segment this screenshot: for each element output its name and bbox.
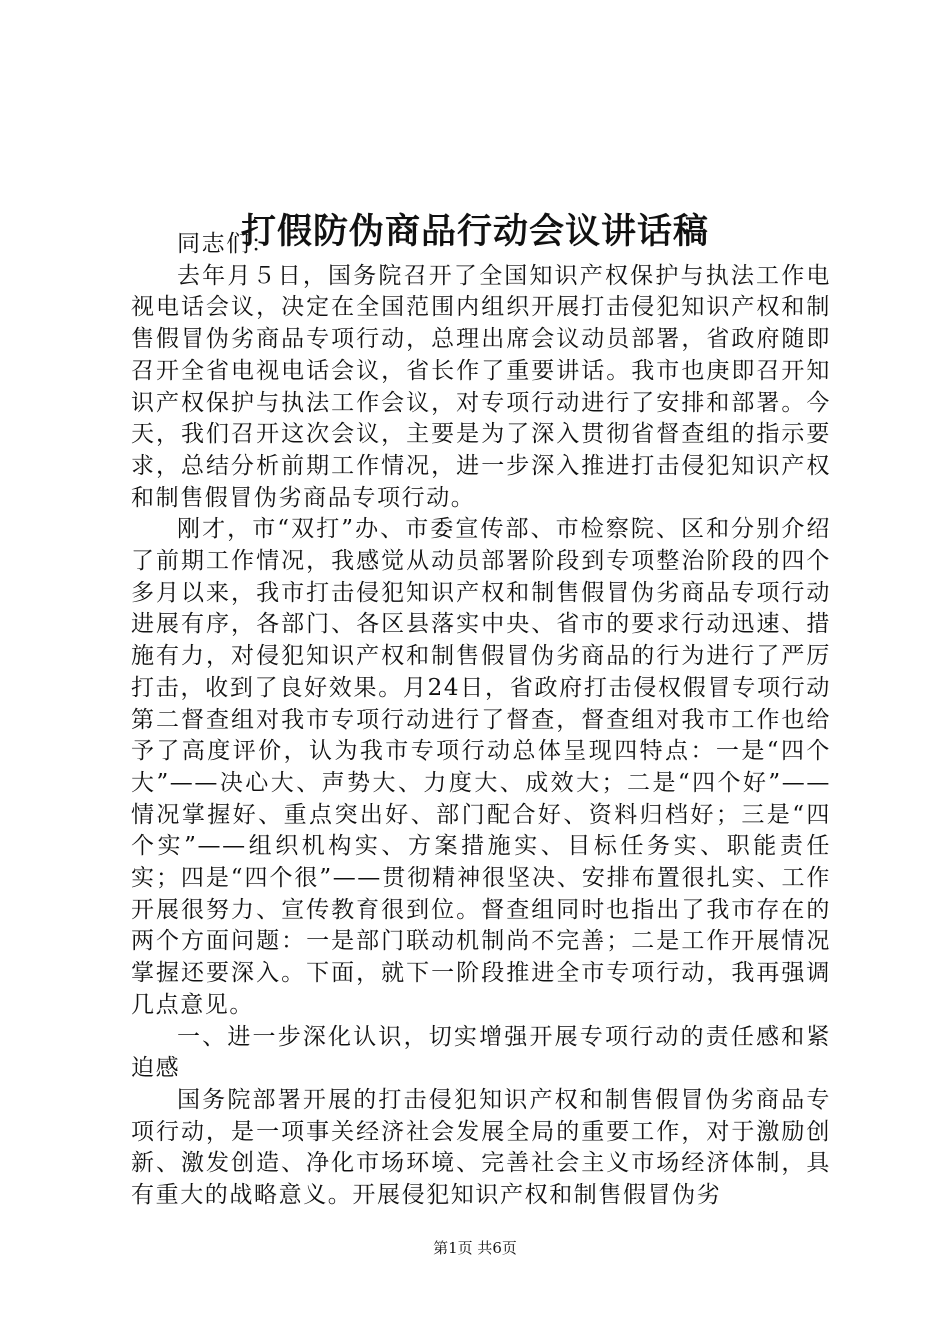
salutation: 同志们： xyxy=(177,231,276,257)
document-title: 打假防伪商品行动会议讲话稿 xyxy=(240,211,709,253)
page-footer: 第1页 共6页 xyxy=(433,1239,517,1257)
paragraph-3: 国务院部署开展的打击侵犯知识产权和制售假冒伪劣商品专项行动，是一项事关经济社会发展全局的重要工作，对于激励创新、激发创造、净化市场环境、完善社会主义市场经济体制，具有重大的战略意义。开展侵犯知识产权和制售假冒伪劣 xyxy=(131,1086,831,1209)
paragraph-1: 去年月５日，国务院召开了全国知识产权保护与执法工作电视电话会议，决定在全国范围内组织开展打击侵犯知识产权和制售假冒伪劣商品专项行动，总理出席会议动员部署，省政府随即召开全省电视电话会议，省长作了重要讲话。我市也庚即召开知识产权保护与执法工作会议，对专项行动进行了安排和部署。今天，我们召开这次会议，主要是为了深入贯彻省督查组的指示要求，总结分析前期工作情况，进一步深入推进打击侵犯知识产权和制售假冒伪劣商品专项行动。 xyxy=(131,262,831,511)
section-heading-1: 一、进一步深化认识，切实增强开展专项行动的责任感和紧迫感 xyxy=(131,1023,831,1082)
paragraph-2: 刚才，市“双打”办、市委宣传部、市检察院、区和分别介绍了前期工作情况，我感觉从动员部署阶段到专项整治阶段的四个多月以来，我市打击侵犯知识产权和制售假冒伪劣商品专项行动进展有序，各部门、各区县落实中央、省市的要求行动迅速、措施有力，对侵犯知识产权和制售假冒伪劣商品的行为进行了严厉打击，收到了良好效果。月24日，省政府打击侵权假冒专项行动第二督查组对我市专项行动进行了督查，督查组对我市工作也给予了高度评价，认为我市专项行动总体呈现四特点：一是“四个大”——决心大、声势大、力度大、成效大；二是“四个好”——情况掌握好、重点突出好、部门配合好、资料归档好；三是“四个实”——组织机构实、方案措施实、目标任务实、职能责任实；四是“四个很”——贯彻精神很坚决、安排布置很扎实、工作开展很努力、宣传教育很到位。督查组同时也指出了我市存在的两个方面问题：一是部门联动机制尚不完善；二是工作开展情况掌握还要深入。下面，就下一阶段推进全市专项行动，我再强调几点意见。 xyxy=(131,516,831,1018)
document-body xyxy=(131,229,831,1212)
